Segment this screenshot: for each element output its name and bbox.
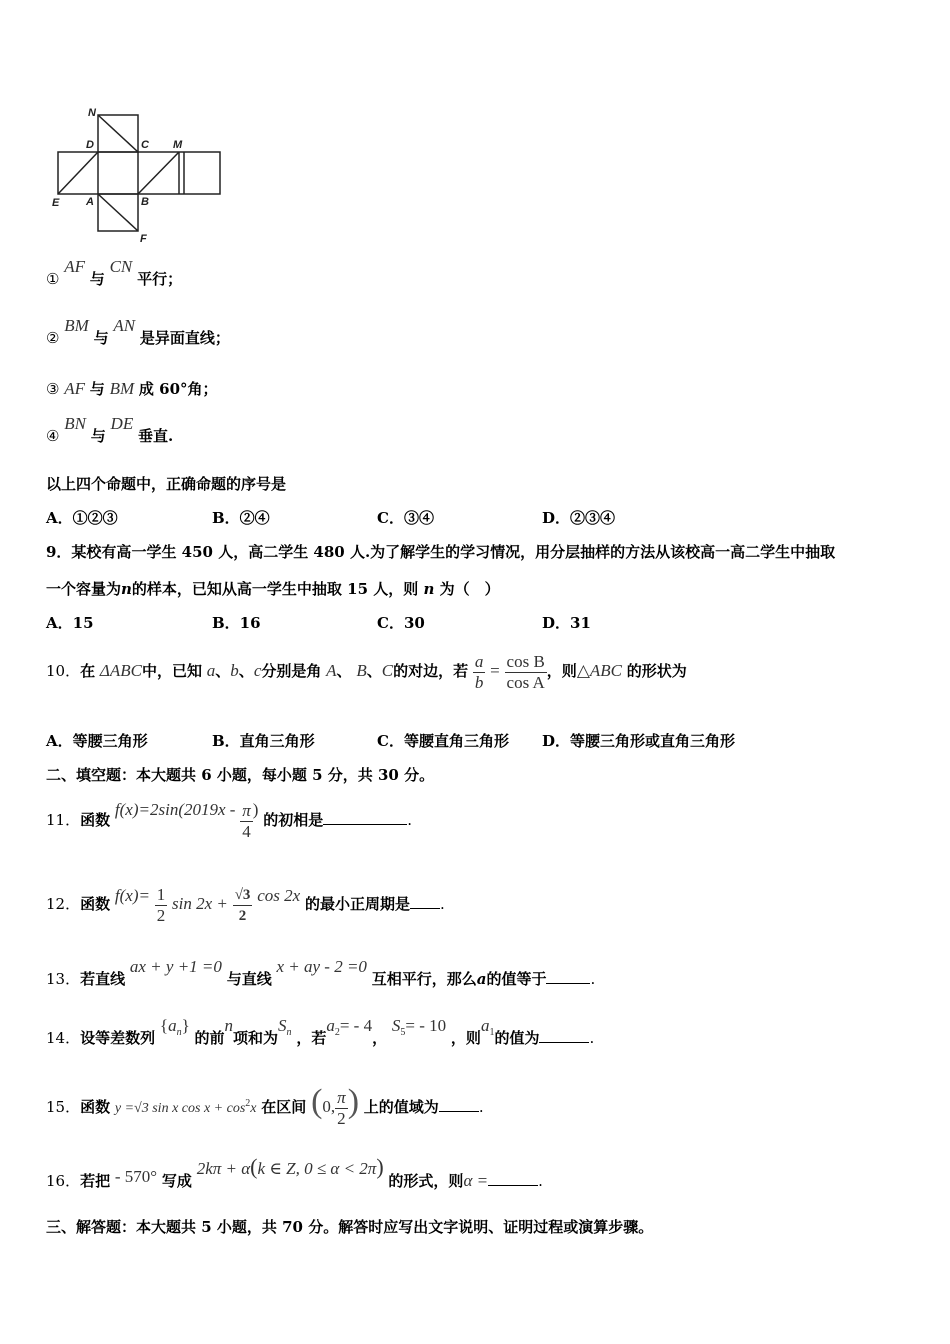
q10-stem: 10．在 ΔABC中，已知 a、b、c分别是角 A、 B、C的对边，若 $\frac{a}{b}$ = $\frac{\text{cos B}}{\text{cos A}}$ ，则△ABC 的形状为 xyxy=(46,651,687,692)
q9-option-b: B．16 xyxy=(212,614,261,632)
q9-option-d: D．31 xyxy=(542,614,591,632)
q10-option-d: D．等腰三角形或直角三角形 xyxy=(542,732,736,750)
q8-option-c: C．③④ xyxy=(377,509,434,527)
answer-blank[interactable] xyxy=(439,1097,479,1112)
label-A: A xyxy=(86,196,94,208)
proposition-1: ① AF 与 CN 平行； xyxy=(46,257,183,288)
proposition-2: ② BM 与 AN 是异面直线； xyxy=(46,316,230,347)
answer-blank[interactable] xyxy=(488,1171,538,1186)
q13: 13．若直线 ax + y +1 =0 与直线 x + ay - 2 =0 互相平行，那么a的值等于 . xyxy=(46,957,596,988)
segment-an: AN xyxy=(113,316,136,335)
label-N: N xyxy=(88,107,96,119)
fraction-a-over-b: $\frac{a}{b}$ xyxy=(474,651,484,692)
section-2-header: 二、填空题：本大题共 6 小题，每小题 5 分，共 30 分。 xyxy=(46,766,435,784)
q9-line-2: 一个容量为n的样本，已知从高一学生中抽取 15 人，则 n 为（ ） xyxy=(46,580,500,598)
q8-option-b: B．②④ xyxy=(212,509,270,527)
answer-blank[interactable] xyxy=(546,969,590,984)
section-3-header: 三、解答题：本大题共 5 小题，共 70 分。解答时应写出文字说明、证明过程或演算步骤。 xyxy=(46,1218,654,1236)
q16: 16．若把 - 570° 写成 2kπ + α(k ∈ Z, 0 ≤ α < 2π) 的形式，则α = . xyxy=(46,1154,543,1190)
q8-stem: 以上四个命题中，正确命题的序号是 xyxy=(46,475,287,493)
fraction-half: $\frac{1}{2}$ xyxy=(156,884,166,925)
q9-line-1: 9．某校有高一学生 450 人，高二学生 480 人.为了解学生的学习情况，用分层抽样的方法从该校高一高二学生中抽取 xyxy=(46,543,836,561)
fraction-root3-over-2: $\frac{√3}{2}$ xyxy=(234,886,251,924)
q10-option-a: A．等腰三角形 xyxy=(46,732,148,750)
segment-de: DE xyxy=(110,414,134,433)
q8-option-d: D．②③④ xyxy=(542,509,616,527)
q9-option-a: A．15 xyxy=(46,614,94,632)
q11: 11．函数 f(x)=2sin(2019x - $\frac{\pi}{4}$ ) 的初相是 . xyxy=(46,800,413,841)
q12: 12．函数 f(x)= $\frac{1}{2}$ sin 2x + $\frac{√3}{2}$ cos 2x 的最小正周期是 . xyxy=(46,884,445,925)
q10-option-b: B．直角三角形 xyxy=(212,732,315,750)
answer-blank[interactable] xyxy=(410,894,440,909)
cube-net-figure xyxy=(48,105,228,245)
segment-af: AF xyxy=(64,257,86,276)
label-M: M xyxy=(173,139,183,151)
q14: 14．设等差数列 $\{a_n\}$ 的前n项和为$S_n$ ，若$a_2= - 4$， $S_5= - 10$ ，则$a_1$的值为 . xyxy=(46,1016,595,1047)
proposition-4: ④ BN 与 DE 垂直. xyxy=(46,414,174,445)
segment-bm: BM xyxy=(64,316,89,335)
q10-option-c: C．等腰直角三角形 xyxy=(377,732,509,750)
segment-af: AF xyxy=(64,379,86,398)
fraction-cos: $\frac{\text{cos B}}{\text{cos A}}$ xyxy=(506,651,545,692)
q15: 15．函数 y =√3 sin x $\cos x + \cos^2x$ 在区间 (0, $\frac{\pi}{2}$ ) 上的值域为 . xyxy=(46,1083,484,1128)
answer-blank[interactable] xyxy=(539,1028,589,1043)
segment-bm: BM xyxy=(109,379,135,398)
label-D: D xyxy=(86,139,94,151)
q8-option-a: A．①②③ xyxy=(46,509,118,527)
fraction-pi-over-2: $\frac{\pi}{2}$ xyxy=(337,1087,346,1128)
label-E: E xyxy=(52,197,60,209)
fraction-pi-over-4: $\frac{\pi}{4}$ xyxy=(242,800,251,841)
label-C: C xyxy=(141,139,149,151)
label-B: B xyxy=(141,196,149,208)
proposition-3: ③ AF 与 BM 成 60°角； xyxy=(46,379,218,398)
segment-cn: CN xyxy=(109,257,133,276)
answer-blank[interactable] xyxy=(323,810,407,825)
q9-option-c: C．30 xyxy=(377,614,425,632)
label-F: F xyxy=(140,233,147,245)
segment-bn: BN xyxy=(64,414,86,433)
